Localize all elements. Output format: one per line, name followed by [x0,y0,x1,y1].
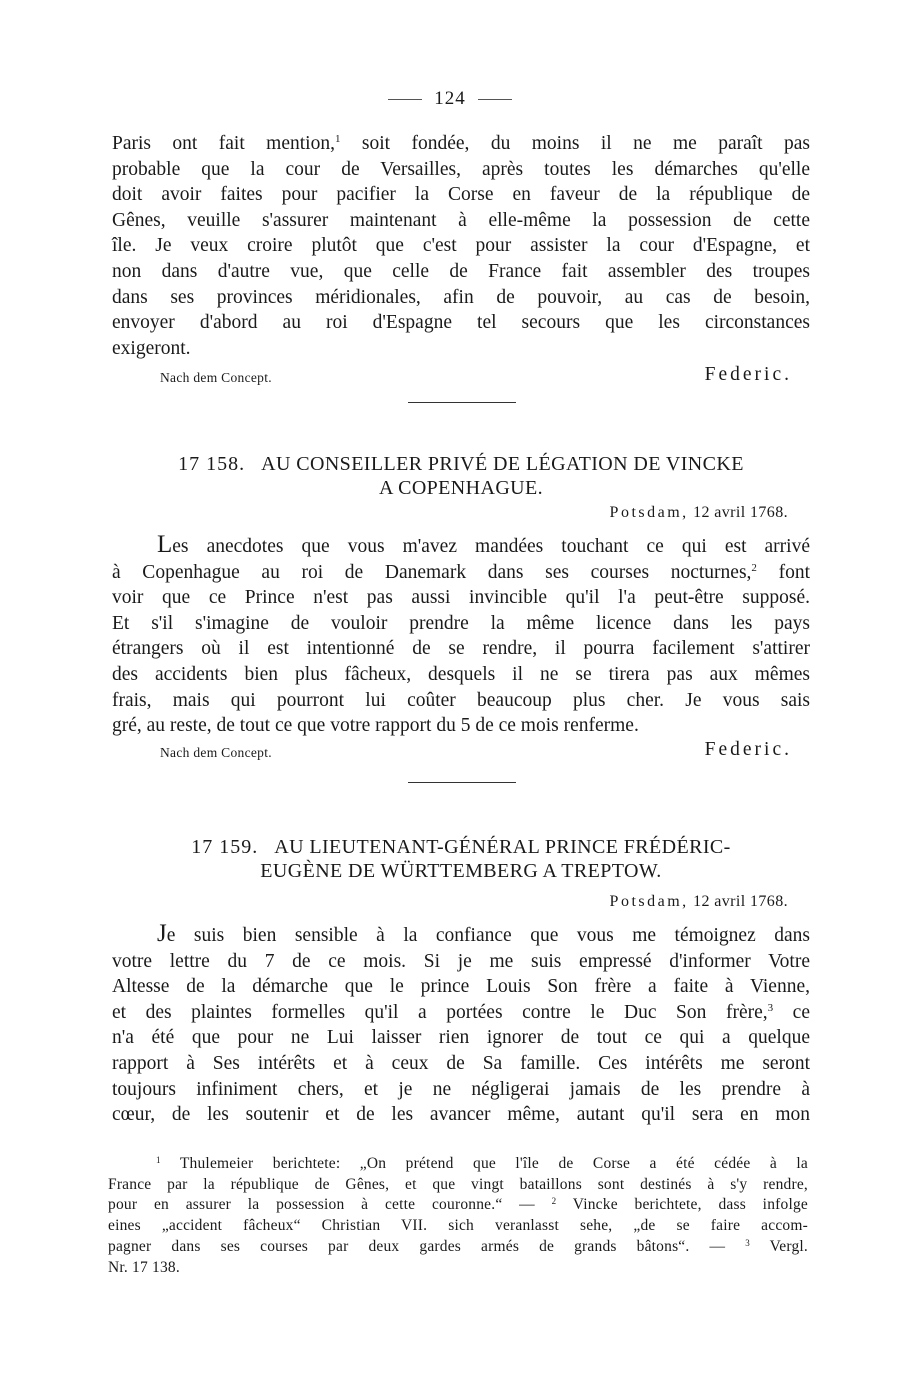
footnote-line: France par la république de Gênes, et que vingt bataillons sont destinés à s'y rendre, [108,1175,808,1193]
letter-prev-closing [112,360,792,388]
text-line: Je suis bien sensible à la confiance que vous me témoignez dans [157,920,810,947]
text-line: des accidents bien plus fâcheux, desquels il ne se tirera pas aux mêmes [112,663,810,685]
header-dash-right [478,99,512,100]
heading-line: A COPENHAGUE. [378,477,544,499]
text-line: étrangers où il est intentionné de se rendre, il pourra facilement s'attirer [112,638,810,660]
text-line: cœur, de les soutenir et de les avancer même, autant qu'il sera en mon [112,1104,810,1126]
dateline-date: 12 avril 1768. [693,504,788,521]
text-line: Et s'il s'imagine de vouloir prendre la même licence dans les pays [112,612,810,634]
footnote-mark-1: 1 [156,1155,161,1165]
text-line: à Copenhague au roi de Danemark dans ses courses nocturnes,$^2$ font [112,561,810,583]
footnote-line: pagner dans ses courses par deux gardes armés de grands bâtons“. — $^3$ Vergl. [108,1237,808,1255]
text-line: n'a été que pour ne Lui laisser rien ignorer de tout ce qui a quelque [112,1027,810,1049]
dateline [610,504,788,522]
footnote-ref-1[interactable]: 1 [334,133,341,145]
text-line: et des plaintes formelles qu'il a portées contre le Duc Son frère,$^3$ ce [112,1001,810,1023]
footnote-ref-3[interactable]: 3 [767,1001,774,1014]
initial-letter: J [157,920,167,947]
dateline [610,893,788,911]
page-header [0,88,900,110]
source-note: Nach dem Concept. [160,370,272,385]
footnote-mark-3: 3 [745,1237,750,1248]
text-line: doit avoir faites pour pacifier la Corse en faveur de la république de [112,184,810,206]
footnote-ref-2[interactable]: 2 [751,561,757,574]
letter-17158-closing [112,735,792,763]
letter-17159-text [112,921,810,1128]
signature: Federic. [704,364,792,385]
text-line: rapport à Ses intérêts et à ceux de Sa famille. Ces intérêts me seront [112,1052,810,1074]
text-line: Les anecdotes que vous m'avez mandées touchant ce qui est arrivé [157,531,810,558]
footnote-line: Nr. 17 138. [108,1258,180,1276]
text-line: Gênes, veuille s'assurer maintenant à elle-même la possession de cette [112,209,810,231]
text-line: votre lettre du 7 de ce mois. Si je me suis empressé d'informer Votre [112,950,810,972]
letter-heading-17159 [112,835,810,883]
letter-continuation-text [112,131,810,361]
text-line: envoyer d'abord au roi d'Espagne tel secours que les circonstances [112,312,810,334]
dateline-place: Potsdam, [609,893,689,910]
letter-heading-17158 [112,452,810,500]
heading-line: EUGÈNE DE WÜRTTEMBERG A TREPTOW. [260,860,662,882]
text-line: exigeront. [112,337,191,359]
letter-number: 17 159. [191,836,259,858]
letter-number: 17 158. [178,453,246,475]
source-note: Nach dem Concept. [160,745,272,760]
text-line: dans ses provinces méridionales, afin de pouvoir, au cas de besoin, [112,286,810,308]
dateline-place: Potsdam, [609,504,689,521]
section-divider [408,782,516,783]
footnote-line: pour en assurer la possession à cette couronne.“ — $^2$ Vincke berichtete, dass infolge [108,1196,808,1214]
text-line: non dans d'autre vue, que celle de France fait assembler des troupes [112,260,810,282]
signature: Federic. [704,739,792,760]
text-line: Altesse de la démarche que le prince Louis Son frère a faite à Vienne, [112,976,810,998]
text-line: gré, au reste, de tout ce que votre rapport du 5 de ce mois renferme. [112,715,639,737]
text-line: probable que la cour de Versailles, après toutes les démarches qu'elle [112,158,810,180]
letter-17158-text [112,532,810,739]
text-line: voir que ce Prince n'est pas aussi invincible qu'il l'a peut-être supposé. [112,587,810,609]
dateline-date: 12 avril 1768. [693,893,788,910]
page-number: 124 [434,88,466,109]
text-line: toujours infiniment chers, et je ne négligerai jamais de les prendre à [112,1078,810,1100]
footnotes [108,1154,808,1278]
text-line: frais, mais qui pourront lui coûter beaucoup plus cher. Je vous sais [112,689,810,711]
initial-letter: L [157,531,173,558]
footnote-mark-2: 2 [551,1196,557,1207]
footnote-line: eines „accident fâcheux“ Christian VII. sich veranlasst sehe, „de se faire accom- [108,1217,808,1235]
footnote-line: $^1$ Thulemeier berichtete: „On prétend que l'île de Corse a été cédée à la [156,1155,808,1172]
header-dash-left [388,99,422,100]
section-divider [408,402,516,403]
text-line: Paris ont fait mention,$^1$ soit fondée, du moins il ne me paraît pas [112,133,811,154]
heading-line: 17 158. AU CONSEILLER PRIVÉ DE LÉGATION DE VINCKE [178,453,744,475]
text-line: île. Je veux croire plutôt que c'est pour assister la cour d'Espagne, et [112,235,810,257]
heading-line: 17 159. AU LIEUTENANT-GÉNÉRAL PRINCE FRÉDÉRIC- [191,836,731,858]
